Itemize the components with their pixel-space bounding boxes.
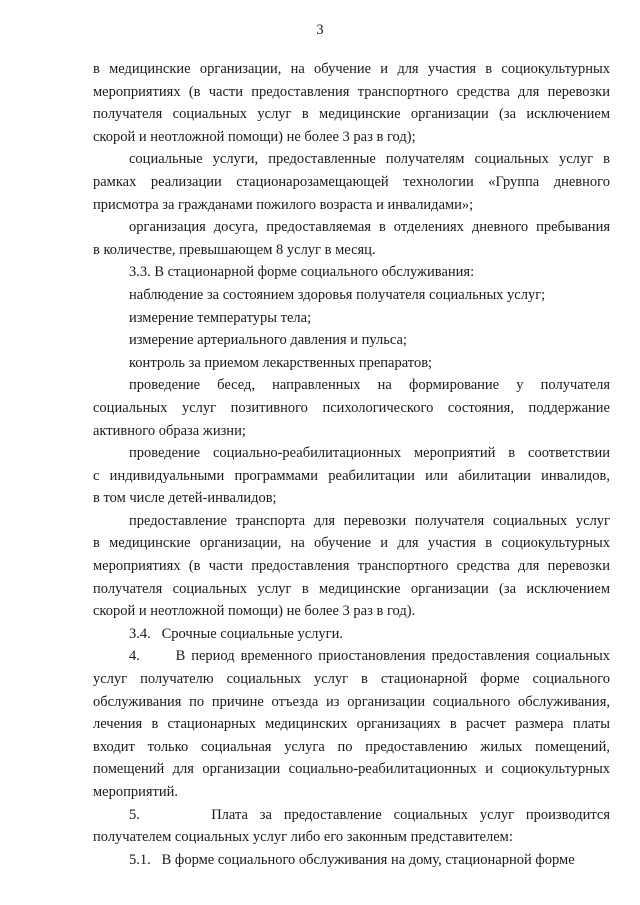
paragraph (93, 374, 610, 442)
text-line: получателя социальных услуг в медицинские организации (за исключением (93, 106, 610, 123)
text-line: с индивидуальными программами реабилитации или абилитации инвалидов, (93, 467, 610, 484)
paragraph (93, 58, 610, 148)
text-line: наблюдение за состоянием здоровья получателя социальных услуг; (129, 286, 546, 303)
text-line: присмотра за гражданами пожилого возраста и инвалидами»; (93, 196, 474, 213)
paragraph (93, 148, 610, 216)
text-line: измерение температуры тела; (129, 309, 312, 326)
text-line: рамках реализации стационарозамещающей технологии «Группа дневного (93, 173, 610, 190)
text-line: в том числе детей-инвалидов; (93, 490, 277, 507)
paragraph (93, 307, 610, 330)
paragraph (93, 284, 610, 307)
text-line: получателем социальных услуг либо его законным представителем: (93, 829, 513, 846)
text-line: активного образа жизни; (93, 422, 246, 439)
text-line: контроль за приемом лекарственных препаратов; (129, 354, 433, 371)
text-line: в медицинские организации, на обучение и для участия в социокультурных (93, 61, 610, 77)
text-line: 4. В период временного приостановления предоставления социальных (129, 648, 610, 665)
paragraph (93, 442, 610, 510)
text-line: скорой и неотложной помощи) не более 3 раз в год); (93, 128, 416, 145)
paragraph (93, 623, 610, 646)
paragraph (93, 329, 610, 352)
text-line: мероприятиях (в части предоставления транспортного средства для перевозки (93, 83, 610, 100)
page-number: 3 (316, 22, 324, 38)
document-body (93, 58, 610, 871)
text-line: лечения в стационарных медицинских организациях в расчет размера платы (93, 716, 610, 733)
text-line: обслуживания по причине отъезда из организации социального обслуживания, (93, 693, 610, 710)
text-line: социальных услуг позитивного психологического состояния, поддержание (93, 399, 610, 416)
paragraph (93, 510, 610, 623)
text-line: 5.1. В форме социального обслуживания на дому, стационарной форме (129, 851, 575, 868)
paragraph (93, 216, 610, 261)
text-line: услуг получателю социальных услуг в стационарной форме социального (93, 671, 610, 688)
text-line: социальные услуги, предоставленные получателям социальных услуг в (129, 151, 610, 168)
paragraph (93, 352, 610, 375)
text-line: в количестве, превышающем 8 услуг в месяц. (93, 241, 376, 258)
paragraph (93, 804, 610, 849)
text-line: измерение артериального давления и пульса; (129, 332, 407, 349)
text-line: входит только социальная услуга по предоставлению жилых помещений, (93, 738, 610, 755)
text-line: организация досуга, предоставляемая в отделениях дневного пребывания (129, 219, 610, 236)
text-line: получателя социальных услуг в медицинские организации (за исключением (93, 580, 610, 597)
text-line: мероприятий. (93, 784, 179, 800)
text-line: проведение бесед, направленных на формирование у получателя (129, 377, 610, 394)
text-line: 3.3. В стационарной форме социального обслуживания: (129, 264, 475, 281)
text-line: помещений для организации социально-реабилитационных и социокультурных (93, 761, 610, 778)
paragraph (93, 645, 610, 803)
text-line: мероприятиях (в части предоставления транспортного средства для перевозки (93, 558, 610, 575)
text-line: в медицинские организации, на обучение и для участия в социокультурных (93, 535, 610, 552)
text-line: 3.4. Срочные социальные услуги. (129, 625, 343, 642)
paragraph (93, 849, 610, 872)
text-line: скорой и неотложной помощи) не более 3 раз в год). (93, 603, 416, 620)
text-line: 5. Плата за предоставление социальных услуг производится (129, 806, 610, 823)
paragraph (93, 261, 610, 284)
text-line: проведение социально-реабилитационных мероприятий в соответствии (129, 445, 610, 462)
text-line: предоставление транспорта для перевозки получателя социальных услуг (129, 512, 610, 529)
